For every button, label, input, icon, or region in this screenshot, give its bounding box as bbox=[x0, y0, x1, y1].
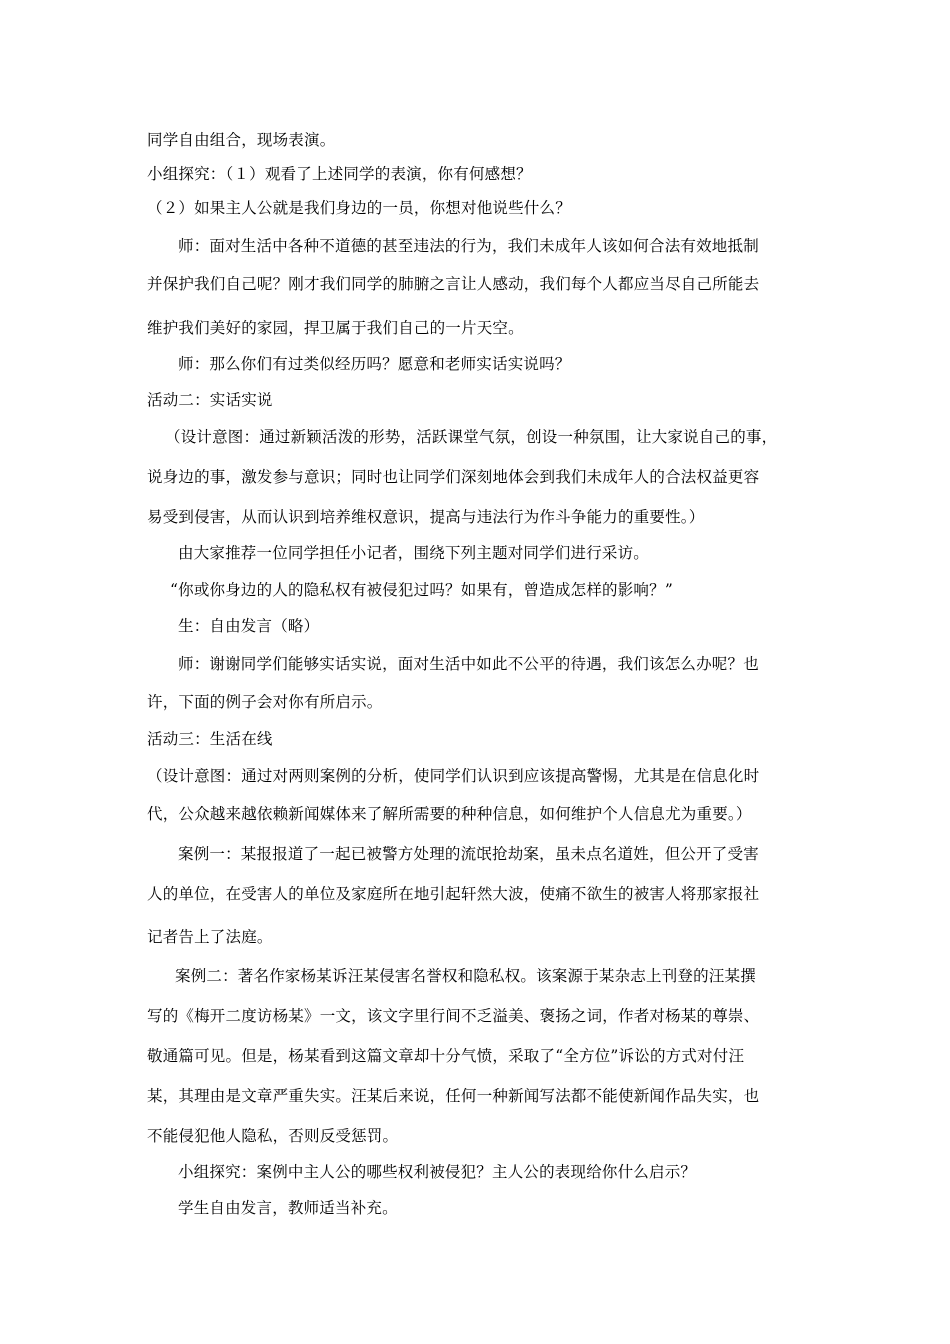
paragraph-line: （２）如果主人公就是我们身边的一员，你想对他说些什么？ bbox=[147, 199, 571, 217]
paragraph-line: 同学自由组合，现场表演。 bbox=[147, 131, 336, 149]
quote-line: “你或你身边的人的隐私权有被侵犯过吗？如果有，曾造成怎样的影响？” bbox=[170, 581, 673, 599]
paragraph-line: 小组探究：案例中主人公的哪些权利被侵犯？主人公的表现给你什么启示？ bbox=[178, 1163, 697, 1181]
paragraph-line: 小组探究：（１）观看了上述同学的表演，你有何感想？ bbox=[147, 165, 532, 183]
paragraph-line: 某，其理由是文章严重失实。汪某后来说，任何一种新闻写法都不能使新闻作品失实，也 bbox=[147, 1087, 760, 1105]
paragraph-line: 师：面对生活中各种不道德的甚至违法的行为，我们未成年人该如何合法有效地抵制 bbox=[178, 237, 759, 255]
paragraph-line: 说身边的事，激发参与意识；同时也让同学们深刻地体会到我们未成年人的合法权益更容 bbox=[147, 468, 760, 486]
paragraph-line: 并保护我们自己呢？刚才我们同学的肺腑之言让人感动，我们每个人都应当尽自己所能去 bbox=[147, 275, 760, 293]
section-heading: 活动二：实话实说 bbox=[147, 391, 273, 409]
paragraph-line: 师：那么你们有过类似经历吗？愿意和老师实话实说吗？ bbox=[178, 355, 571, 373]
paragraph-line: 敬通篇可见。但是，杨某看到这篇文章却十分气愤，采取了“全方位”诉讼的方式对付汪 bbox=[147, 1047, 745, 1065]
paragraph-line: 代，公众越来越依赖新闻媒体来了解所需要的种种信息，如何维护个人信息尤为重要。） bbox=[147, 805, 752, 823]
paragraph-line: 案例一：某报报道了一起已被警方处理的流氓抢劫案，虽未点名道姓，但公开了受害 bbox=[178, 845, 759, 863]
section-heading: 活动三：生活在线 bbox=[147, 730, 273, 748]
paragraph-line: 写的《梅开二度访杨某》一文，该文字里行间不乏溢美、褒扬之词，作者对杨某的尊崇、 bbox=[147, 1007, 760, 1025]
paragraph-line: 生：自由发言（略） bbox=[178, 617, 320, 635]
paragraph-line: 许，下面的例子会对你有所启示。 bbox=[147, 693, 383, 711]
paragraph-line: 不能侵犯他人隐私，否则反受惩罚。 bbox=[147, 1127, 399, 1145]
paragraph-line: 学生自由发言，教师适当补充。 bbox=[178, 1199, 398, 1217]
paragraph-line: 由大家推荐一位同学担任小记者，围绕下列主题对同学们进行采访。 bbox=[178, 544, 650, 562]
paragraph-line: 维护我们美好的家园，捍卫属于我们自己的一片天空。 bbox=[147, 319, 524, 337]
paragraph-line: 人的单位，在受害人的单位及家庭所在地引起轩然大波，使痛不欲生的被害人将那家报社 bbox=[147, 885, 760, 903]
paragraph-line: 案例二：著名作家杨某诉汪某侵害名誉权和隐私权。该案源于某杂志上刊登的汪某撰 bbox=[175, 967, 756, 985]
paragraph-line: 记者告上了法庭。 bbox=[147, 928, 273, 946]
paragraph-line: 易受到侵害，从而认识到培养维权意识，提高与违法行为作斗争能力的重要性。） bbox=[147, 508, 705, 526]
paragraph-line: 师：谢谢同学们能够实话实说，面对生活中如此不公平的待遇，我们该怎么办呢？也 bbox=[178, 655, 759, 673]
paragraph-line: （设计意图：通过对两则案例的分析，使同学们认识到应该提高警惕，尤其是在信息化时 bbox=[147, 767, 760, 785]
paragraph-line: （设计意图：通过新颖活泼的形势，活跃课堂气氛，创设一种氛围，让大家说自己的事， bbox=[165, 428, 778, 446]
